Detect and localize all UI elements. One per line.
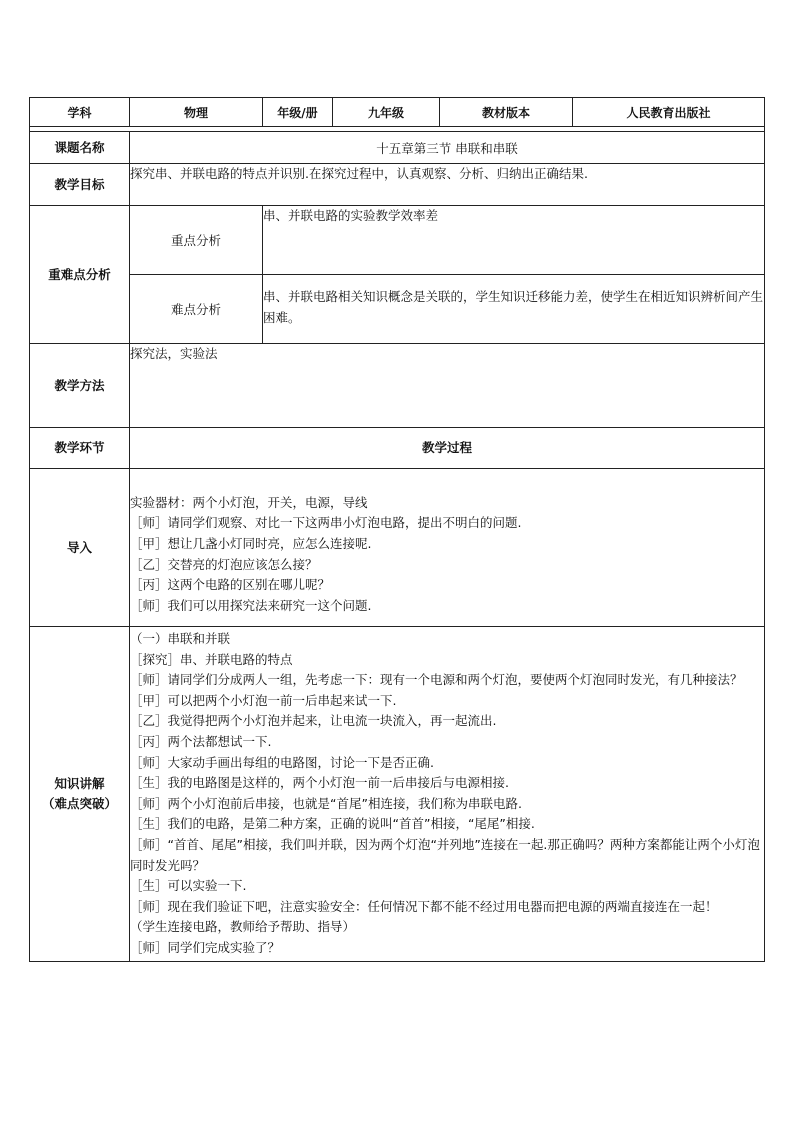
- knowledge-line: ［师］请同学们分成两人一组，先考虑一下：现有一个电源和两个灯泡，要使两个灯泡同时发光，有几种接法？: [130, 672, 743, 688]
- edition-label: 教材版本: [440, 98, 573, 127]
- header-row: [30, 98, 765, 127]
- subject-label: 学科: [30, 98, 130, 127]
- knowledge-line: （一）串联和并联: [130, 631, 231, 646]
- method-row: [30, 344, 765, 428]
- topic-value: 十五章第三节 串联和串联: [130, 132, 765, 164]
- knowledge-label: 知识讲解: [54, 775, 105, 791]
- lesson-plan-document: [29, 97, 764, 962]
- process-label: 教学过程: [130, 428, 765, 469]
- grade-label: 年级/册: [263, 98, 333, 127]
- knowledge-line: ［乙］我觉得把两个小灯泡并起来，让电流一块流入，再一起流出.: [130, 713, 497, 729]
- knowledge-line: ［探究］串、并联电路的特点: [130, 651, 293, 667]
- knowledge-line: ［生］可以实验一下.: [130, 878, 247, 894]
- knowledge-row: [30, 627, 765, 962]
- goal-value: 探究串、并联电路的特点并识别.在探究过程中，认真观察、分析、归纳出正确结果.: [130, 164, 765, 206]
- intro-content: [130, 469, 765, 627]
- key-point-value: 串、并联电路的实验教学效率差: [263, 206, 765, 275]
- goal-row: [30, 164, 765, 206]
- edition-value: 人民教育出版社: [573, 98, 765, 127]
- knowledge-line: ［师］现在我们验证下吧，注意实验安全：任何情况下都不能不经过用电器而把电源的两端直接连在一起！: [130, 898, 718, 914]
- method-value: 探究法，实验法: [130, 344, 765, 428]
- intro-line: ［师］我们可以用探究法来研究一这个问题.: [130, 597, 372, 613]
- knowledge-label-sub: （难点突破）: [41, 795, 117, 811]
- intro-line: ［甲］想让几盏小灯同时亮，应怎么连接呢.: [130, 535, 372, 551]
- difficult-point-label: 难点分析: [130, 275, 263, 344]
- intro-line: ［师］请同学们观察、对比一下这两串小灯泡电路，提出不明白的问题.: [130, 515, 522, 531]
- grade-value: 九年级: [333, 98, 440, 127]
- knowledge-line: ［生］我的电路图是这样的，两个小灯泡一前一后串接后与电源相接.: [130, 775, 509, 791]
- goal-label: 教学目标: [30, 164, 130, 206]
- knowledge-label-cell: [30, 627, 130, 962]
- lesson-plan-table: [29, 97, 765, 962]
- knowledge-line: ［丙］两个法都想试一下.: [130, 733, 272, 749]
- stage-label: 教学环节: [30, 428, 130, 469]
- difficult-point-row: [30, 275, 765, 344]
- intro-line: ［乙］交替亮的灯泡应该怎么接？: [130, 556, 318, 572]
- key-difficult-label: 重难点分析: [30, 206, 130, 344]
- topic-row: [30, 132, 765, 164]
- intro-row: [30, 469, 765, 627]
- subject-value: 物理: [130, 98, 263, 127]
- knowledge-line: ［生］我们的电路，是第二种方案，正确的说叫“首首”相接，“尾尾”相接.: [130, 816, 535, 832]
- knowledge-content: [130, 627, 765, 962]
- method-label: 教学方法: [30, 344, 130, 428]
- intro-label: 导入: [30, 469, 130, 627]
- difficult-point-value: 串、并联电路相关知识概念是关联的，学生知识迁移能力差，使学生在相近知识辨析间产生困难。: [263, 275, 765, 344]
- process-header-row: [30, 428, 765, 469]
- knowledge-line: ［师］大家动手画出每组的电路图，讨论一下是否正确.: [130, 754, 434, 770]
- knowledge-line: ［师］同学们完成实验了？: [130, 939, 281, 955]
- key-point-row: [30, 206, 765, 275]
- intro-line: ［丙］这两个电路的区别在哪儿呢？: [130, 577, 331, 593]
- intro-line: 实验器材：两个小灯泡，开关，电源，导线: [130, 494, 368, 510]
- key-point-label: 重点分析: [130, 206, 263, 275]
- topic-label: 课题名称: [30, 132, 130, 164]
- knowledge-line: ［甲］可以把两个小灯泡一前一后串起来试一下.: [130, 692, 397, 708]
- knowledge-line: （学生连接电路，教师给予帮助、指导）: [130, 919, 356, 935]
- knowledge-line: ［师］“首首、尾尾”相接，我们叫并联，因为两个灯泡“并列地”连接在一起.那正确吗？两种方案都能让两个小灯泡同时发光吗？: [130, 836, 760, 873]
- knowledge-line: ［师］两个小灯泡前后串接，也就是“首尾”相连接，我们称为串联电路.: [130, 795, 522, 811]
